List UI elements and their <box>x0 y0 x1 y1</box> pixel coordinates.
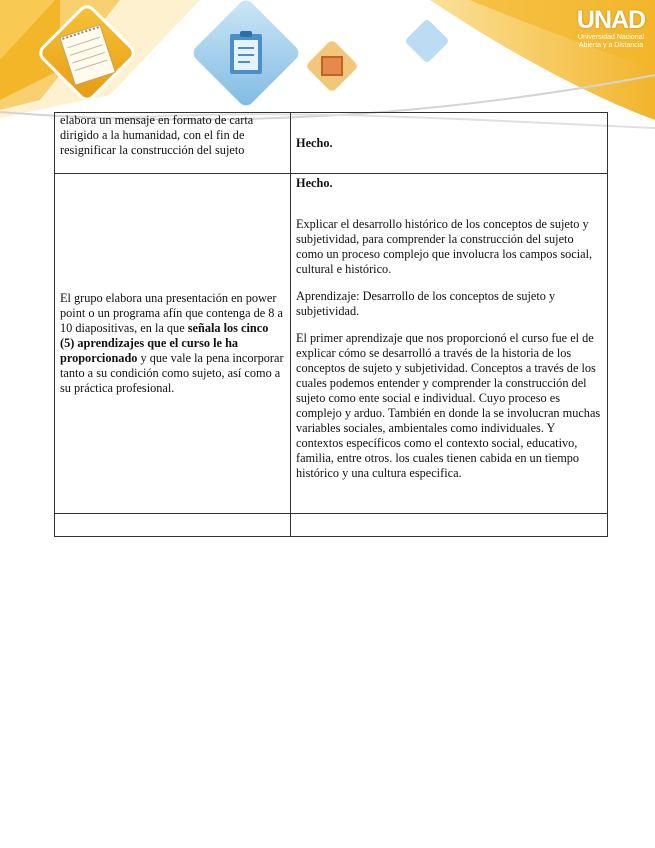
learning-paragraph: El primer aprendizaje que nos proporcionó el curso fue el de explicar cómo se desarrolló a través de la historia de los conceptos de sujeto y subjetividad. Conceptos a través de los cuales podemos entender y comprender la construcción del sujeto como ente social e individual. Cuyo proceso es complejo y arduo. También en donde la se involucran muchas variables sociales, ambientales como individuales. Y contextos específicos como el contexto social, educativo, familia, entre otros. los cuales tienen cabida en un tiempo histórico y una cultura especifica. <box>296 331 601 480</box>
table-cell <box>291 514 608 537</box>
table-cell <box>291 113 608 174</box>
activity-description: elabora un mensaje en formato de carta dirigido a la humanidad, con el fin de resignificar la construcción del sujeto <box>60 113 254 157</box>
activity-bold-text: señala los cinco (5) aprendizajes que el curso le ha proporcionado <box>60 321 269 365</box>
activity-description <box>60 291 284 395</box>
status-text: Hecho. <box>296 176 333 190</box>
table-cell <box>55 514 291 537</box>
table-row <box>55 113 608 174</box>
table-row <box>55 174 608 514</box>
table-row <box>55 514 608 537</box>
activity-text: y que vale la pena incorporar tanto a su condición como sujeto, así como a su práctica profesional. <box>60 351 284 395</box>
table-cell <box>291 174 608 514</box>
table-cell <box>55 113 291 174</box>
unad-logo-text: UNAD <box>576 6 646 34</box>
unad-logo <box>574 6 648 50</box>
unad-logo-subtitle: Universidad Nacional Abierta y a Distancia <box>577 34 645 49</box>
learning-title: Aprendizaje: Desarrollo de los conceptos de sujeto y subjetividad. <box>296 289 556 318</box>
activity-text: El grupo elabora una presentación en power point o un programa afín que contenga de 8 a 10 diapositivas, en la que <box>60 291 283 335</box>
status-text: Hecho. <box>296 135 333 150</box>
activity-table <box>54 112 608 537</box>
table-cell <box>55 174 291 514</box>
objective-paragraph: Explicar el desarrollo histórico de los conceptos de sujeto y subjetividad, para comprender la construcción del sujeto como un proceso complejo que involucra los campos social, cultural e histórico. <box>296 217 593 276</box>
